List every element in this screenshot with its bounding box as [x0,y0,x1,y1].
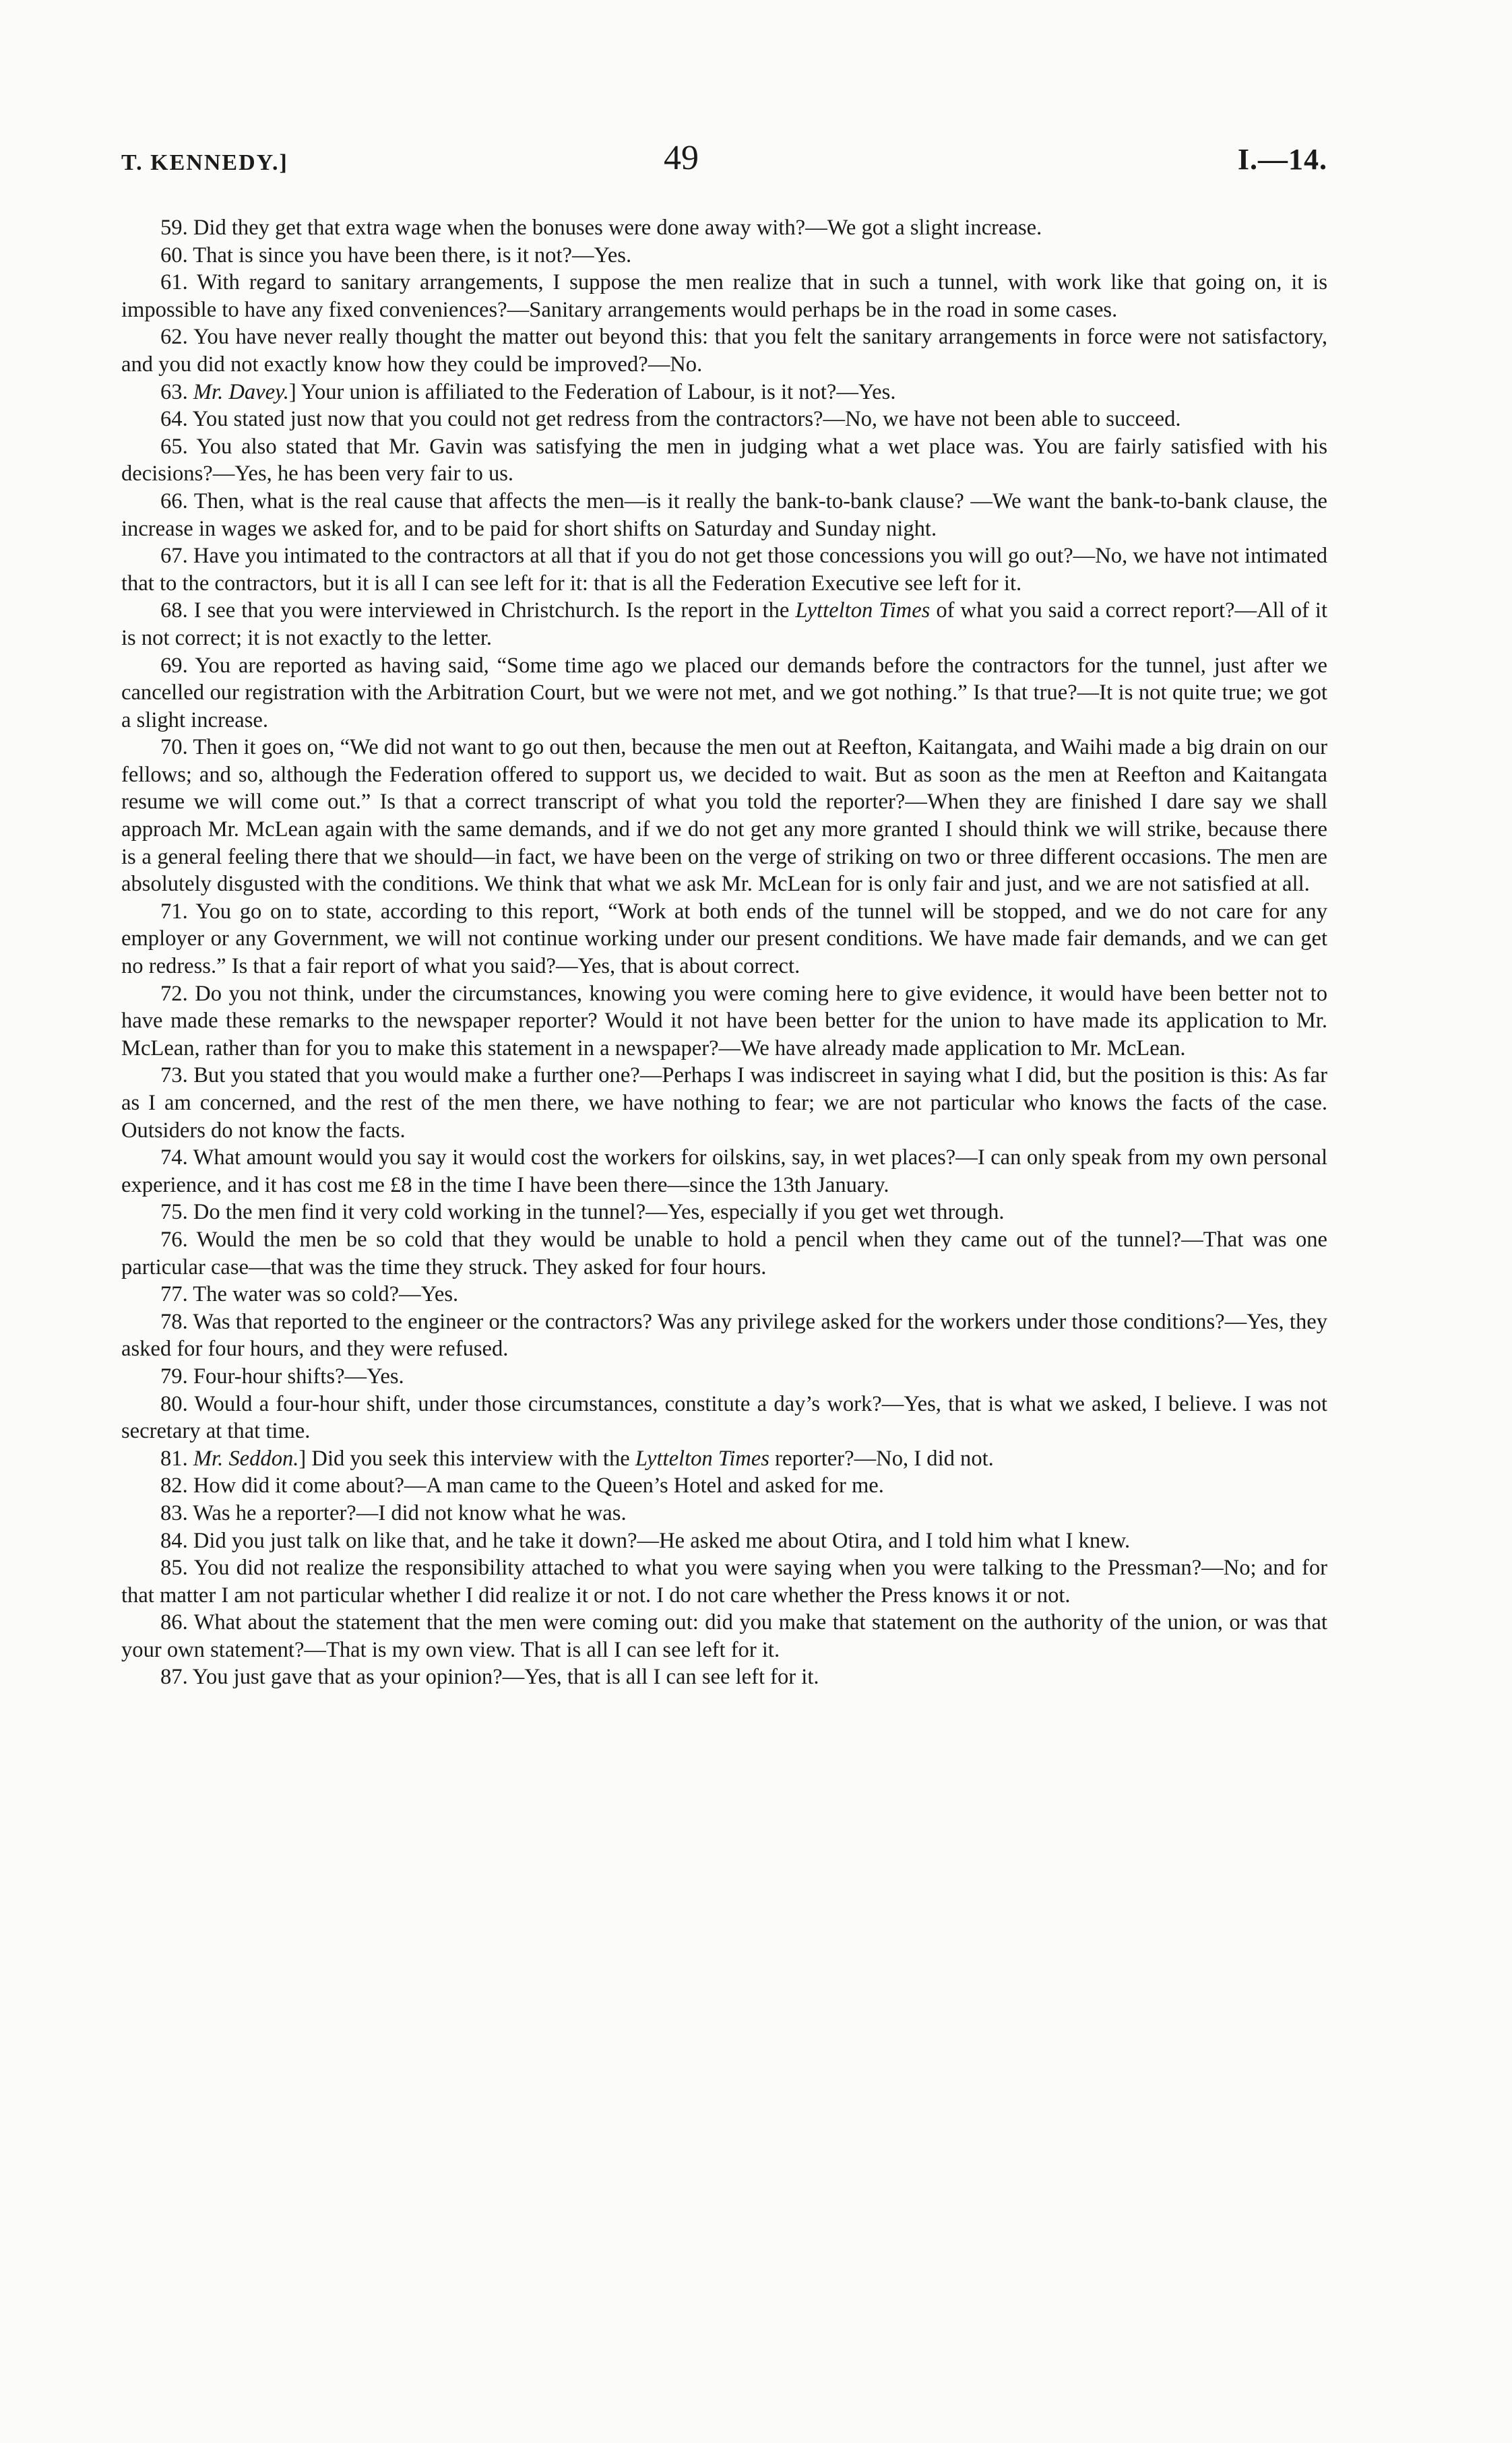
witness-name-header: T. KENNEDY.] [121,150,288,175]
paragraph-text: 63. [160,379,193,404]
paragraph-text: 80. Would a four-hour shift, under those circumstances, constitute a day’s work?—Yes, that is what we asked, I believe. I was not secretary at that time. [121,1391,1327,1444]
paragraph-text: 84. Did you just talk on like that, and he take it down?—He asked me about Otira, and I told him what I knew. [160,1528,1131,1553]
testimony-body [121,214,1327,1691]
paragraph-text: 67. Have you intimated to the contractors at all that if you do not get those concessions you will go out?—No, we have not intimated that to the contractors, but it is all I can see left for it: that is all the Federation Executive see left for it. [121,544,1327,596]
paragraph-text: 74. What amount would you say it would cost the workers for oilskins, say, in wet places?—I can only speak from my own personal experience, and it has cost me £8 in the time I have been there—since the 13th January. [121,1145,1327,1197]
paragraph-text: of what you said a correct report?—All of it is not correct; it is not exactly to the letter. [121,598,1328,650]
testimony-paragraph [121,379,1327,406]
testimony-paragraph [121,323,1327,378]
paragraph-text: 78. Was that reported to the engineer or the contractors? Was any privilege asked for the workers under those conditions?—Yes, they asked for four hours, and they were refused. [121,1309,1327,1362]
testimony-paragraph [121,1226,1327,1281]
testimony-paragraph [121,242,1327,269]
testimony-paragraph [121,734,1327,898]
paragraph-text: 75. Do the men find it very cold working in the tunnel?—Yes, especially if you get wet through. [160,1200,1005,1225]
testimony-paragraph [121,1363,1327,1391]
italic-text: Mr. Seddon. [193,1446,299,1471]
testimony-paragraph [121,1144,1327,1199]
paragraph-text: 76. Would the men be so cold that they would be unable to hold a pencil when they came out of the tunnel?—That was one particular case—that was the time they struck. They asked for four hours. [121,1227,1327,1279]
paragraph-text: ] Did you seek this interview with the [298,1446,635,1471]
paragraph-text: 86. What about the statement that the men were coming out: did you make that statement on the authority of the union, or was that your own statement?—That is my own view. That is all I can see left for it. [121,1610,1327,1662]
paragraph-text: 72. Do you not think, under the circumstances, knowing you were coming here to give evidence, it would have been better not to have made these remarks to the newspaper reporter? Would it not have been better for the union to have made its application to Mr. McLean, rather than for you to make this statement in a newspaper?—We have already made application to Mr. McLean. [121,981,1327,1060]
document-reference: I.—14. [1237,143,1327,176]
testimony-paragraph [121,1199,1327,1226]
paragraph-text: 85. You did not realize the responsibility attached to what you were saying when you were talking to the Pressman?—No; and for that matter I am not particular whether I did realize it or not. I do not care whether the Press knows it or not. [121,1556,1327,1608]
testimony-paragraph [121,269,1327,323]
paragraph-text: reporter?—No, I did not. [769,1446,994,1471]
testimony-paragraph [121,433,1327,488]
page-number: 49 [664,139,699,177]
paragraph-text: 60. That is since you have been there, is it not?—Yes. [160,243,632,267]
testimony-paragraph [121,1663,1327,1691]
paragraph-text: 81. [160,1446,193,1471]
paragraph-text: 66. Then, what is the real cause that affects the men—is it really the bank-to-bank clause? —We want the bank-to-bank clause, the increase in wages we asked for, and to be paid for short shifts on Saturday and Sunday night. [121,488,1327,541]
italic-text: Lyttelton Times [635,1446,769,1471]
testimony-paragraph [121,1308,1327,1363]
italic-text: Mr. Davey. [193,379,289,404]
testimony-paragraph [121,597,1327,652]
paragraph-text: 65. You also stated that Mr. Gavin was satisfying the men in judging what a wet place was. You are fairly satisfied with his decisions?—Yes, he has been very fair to us. [121,434,1327,486]
paragraph-text: 70. Then it goes on, “We did not want to go out then, because the men out at Reefton, Kaitangata, and Waihi made a big drain on our fellows; and so, although the Federation offered to support us, we decided to wait. But as soon as the men at Reefton and Kaitangata resume we will come out.” Is that a correct transcript of what you told the reporter?—When they are finished I dare say we shall approach Mr. McLean again with the same demands, and if we do not get any more granted I should think we will strike, because there is a general feeling there that we should—in fact, we have been on the verge of striking on two or three different occasions. The men are absolutely disgusted with the conditions. We think that what we ask Mr. McLean for is only fair and just, and we are not satisfied at all. [121,735,1327,897]
paragraph-text: 79. Four-hour shifts?—Yes. [160,1364,404,1389]
testimony-paragraph [121,406,1327,433]
paragraph-text: 59. Did they get that extra wage when the bonuses were done away with?—We got a slight increase. [160,216,1042,240]
paragraph-text: 77. The water was so cold?—Yes. [160,1282,459,1307]
testimony-paragraph [121,980,1327,1062]
testimony-paragraph [121,1445,1327,1473]
paragraph-text: 87. You just gave that as your opinion?—Yes, that is all I can see left for it. [160,1665,819,1690]
paragraph-text: 62. You have never really thought the matter out beyond this: that you felt the sanitary arrangements in force were not satisfactory, and you did not exactly know how they could be improved?—No. [121,325,1327,377]
testimony-paragraph [121,1281,1327,1308]
testimony-paragraph [121,1554,1327,1609]
testimony-paragraph [121,1062,1327,1144]
paragraph-text: 61. With regard to sanitary arrangements, I suppose the men realize that in such a tunnel, with work like that going on, it is impossible to have any fixed conveniences?—Sanitary arrangements would perhaps be in the road in some cases. [121,270,1327,322]
paragraph-text: 68. I see that you were interviewed in Christchurch. Is the report in the [160,598,796,623]
testimony-paragraph [121,1609,1327,1663]
testimony-paragraph [121,1500,1327,1527]
italic-text: Lyttelton Times [795,598,931,623]
page-header [121,138,1327,185]
paragraph-text: 64. You stated just now that you could not get redress from the contractors?—No, we have not been able to succeed. [160,407,1181,432]
paragraph-text: 71. You go on to state, according to this report, “Work at both ends of the tunnel will be stopped, and we do not care for any employer or any Government, we will not continue working under our present conditions. We have made fair demands, and we can get no redress.” Is that a fair report of what you said?—Yes, that is about correct. [121,899,1327,979]
paragraph-text: 73. But you stated that you would make a further one?—Perhaps I was indiscreet in saying what I did, but the position is this: As far as I am concerned, and the rest of the men there, we have nothing to fear; we are not particular who knows the facts of the case. Outsiders do not know the facts. [121,1063,1327,1143]
testimony-paragraph [121,214,1327,242]
paragraph-text: 83. Was he a reporter?—I did not know what he was. [160,1500,627,1525]
testimony-paragraph [121,1527,1327,1555]
testimony-paragraph [121,898,1327,980]
testimony-paragraph [121,1391,1327,1445]
paragraph-text: 82. How did it come about?—A man came to the Queen’s Hotel and asked for me. [160,1473,884,1498]
paragraph-text: ] Your union is affiliated to the Federation of Labour, is it not?—Yes. [288,379,896,404]
paragraph-text: 69. You are reported as having said, “Some time ago we placed our demands before the contractors for the tunnel, just after we cancelled our registration with the Arbitration Court, but we were not met, and we got nothing.” Is that true?—It is not quite true; we got a slight increase. [121,653,1327,732]
testimony-paragraph [121,488,1327,542]
testimony-paragraph [121,652,1327,734]
testimony-paragraph [121,1472,1327,1500]
testimony-paragraph [121,542,1327,597]
